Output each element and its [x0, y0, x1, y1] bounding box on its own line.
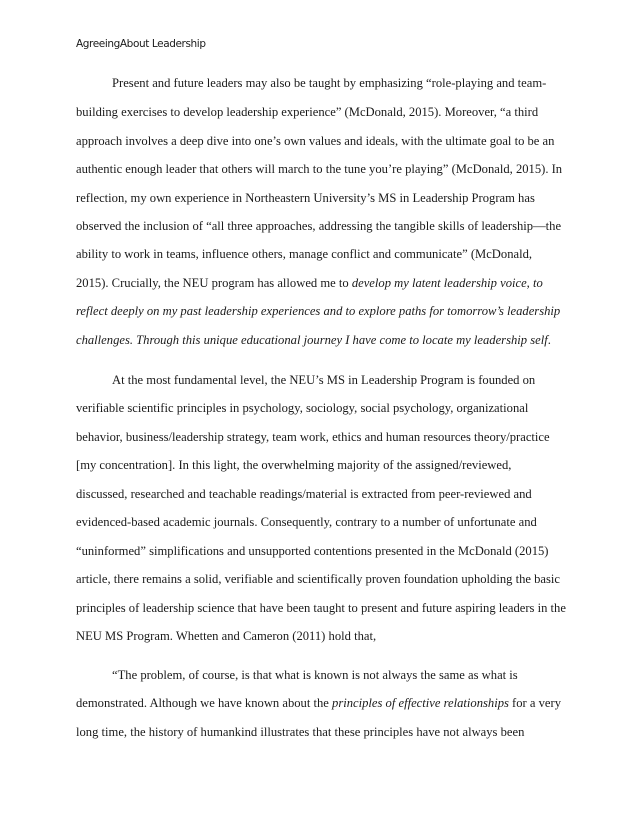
paragraph-1-line-6: observed the inclusion of “all three approaches, addressing the tangible skills of leadership—the — [76, 219, 562, 233]
paragraph-3-line-2 — [76, 696, 561, 711]
paragraph-1-line-8-italic: develop my latent leadership voice, to — [351, 276, 543, 290]
paragraph-3-line-2-italic: principles of effective relationships — [332, 696, 509, 710]
paragraph-1-line-9 — [76, 304, 560, 319]
running-header: AgreeingAbout Leadership — [76, 38, 206, 50]
paragraph-2-line-10: NEU MS Program. Whetten and Cameron (2011) hold that, — [76, 629, 377, 643]
paragraph-1-line-3: approach involves a deep dive into one’s own values and ideals, with the ultimate goal to be an — [76, 134, 555, 148]
paragraph-1-line-10-period: . — [547, 333, 551, 347]
paragraph-1-line-1: Present and future leaders may also be taught by emphasizing “role-playing and team- — [112, 76, 547, 90]
paragraph-1-line-4: authentic enough leader that others will march to the tune you’re playing” (McDonald, 2015). In — [76, 162, 563, 176]
paragraph-1-line-2: building exercises to develop leadership experience” (McDonald, 2015). Moreover, “a third — [76, 105, 539, 119]
paragraph-1-line-10 — [76, 333, 551, 348]
paragraph-2-line-1: At the most fundamental level, the NEU’s MS in Leadership Program is founded on — [112, 373, 536, 387]
paragraph-2-line-5: discussed, researched and teachable readings/material is extracted from peer-reviewed and — [76, 487, 532, 501]
paragraph-2-line-2: verifiable scientific principles in psychology, sociology, social psychology, organizational — [76, 401, 529, 415]
paragraph-1-line-7: ability to work in teams, influence others, manage conflict and communicate” (McDonald, — [76, 247, 533, 261]
paragraph-3-line-2-text-a: demonstrated. Although we have known about the — [76, 696, 333, 710]
paragraph-2-line-4: [my concentration]. In this light, the overwhelming majority of the assigned/reviewed, — [76, 458, 512, 472]
paragraph-3-line-2-text-b: for a very — [508, 696, 562, 710]
paragraph-1-line-5: reflection, my own experience in Northeastern University’s MS in Leadership Program has — [76, 191, 535, 205]
paragraph-2-line-9: principles of leadership science that have been taught to present and future aspiring leaders in the — [76, 601, 566, 615]
paragraph-1-line-8 — [76, 276, 543, 291]
paragraph-1-line-10-italic: challenges. Through this unique educational journey I have come to locate my leadership self — [76, 333, 548, 347]
paragraph-2-line-8: article, there remains a solid, verifiable and scientifically proven foundation upholding the basic — [76, 572, 560, 586]
paragraph-1-line-8-text: 2015). Crucially, the NEU program has allowed me to — [76, 276, 352, 290]
paragraph-3-line-1: “The problem, of course, is that what is known is not always the same as what is — [112, 668, 518, 682]
paragraph-2-line-3: behavior, business/leadership strategy, team work, ethics and human resources theory/practice — [76, 430, 550, 444]
paragraph-2-line-6: evidenced-based academic journals. Consequently, contrary to a number of unfortunate and — [76, 515, 537, 529]
paragraph-2-line-7: “uninformed” simplifications and unsupported contentions presented in the McDonald (2015) — [76, 544, 549, 558]
paragraph-1-line-9-italic: reflect deeply on my past leadership experiences and to explore paths for tomorrow’s leadership — [76, 304, 561, 318]
paragraph-3-line-3: long time, the history of humankind illustrates that these principles have not always been — [76, 725, 525, 739]
